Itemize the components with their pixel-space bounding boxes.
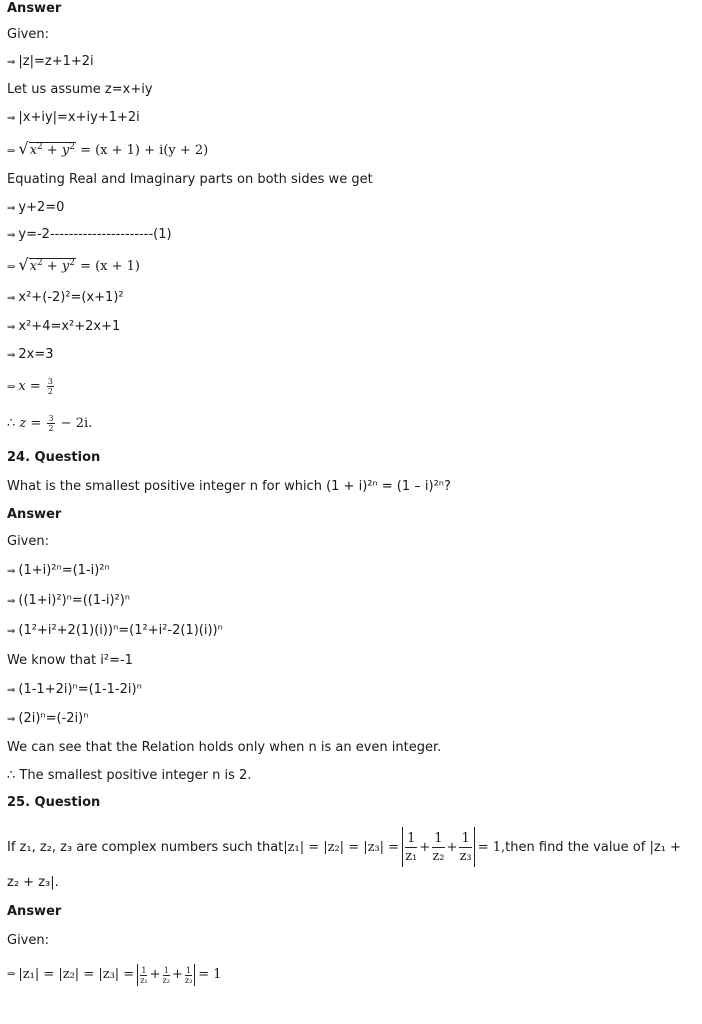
question-heading: 24. Question xyxy=(7,450,101,465)
fraction: $\frac{1}{\text{z₃}}$ xyxy=(184,965,193,985)
conclusion-line: ∴ z = $\frac{3}{2}$ − 2i. xyxy=(7,414,93,433)
abs-bar xyxy=(137,964,138,986)
fraction: $\frac{1}{\text{z₁}}$ xyxy=(140,965,148,985)
abs-bar xyxy=(194,964,195,986)
step-line: ⇒ (1+i)²ⁿ=(1-i)²ⁿ xyxy=(7,563,110,578)
implies-icon: ⇒ xyxy=(7,230,16,241)
step-line-frac: ⇒ x = $\frac{3}{2}$ xyxy=(7,377,53,396)
step-line-frac: ⇒ |z₁| = |z₂| = |z₃| = $\frac{1}{\text{z₁}}$ + $\frac{1}{\text{z₂}}$ + $\frac{1}{\text{z₃}}$ = 1 xyxy=(7,965,222,985)
implies-icon: ⇒ xyxy=(7,596,16,607)
therefore-icon: ∴ xyxy=(7,416,16,431)
implies-icon: ⇒ xyxy=(7,322,16,333)
question-text: If z₁, z₂, z₃ are complex numbers such that |z₁| = |z₂| = |z₃| = 1 z₁ + $\frac{1}{\text{z₂}}$ + $\frac{1}{\text{z₃}}$ = 1, then find the value of |z₁ + xyxy=(7,824,681,870)
step-line: ⇒ x²+4=x²+2x+1 xyxy=(7,319,121,334)
fraction: $\frac{1}{\text{z₃}}$ xyxy=(459,830,472,864)
answer-label: Answer xyxy=(7,1,62,16)
conclusion-line: ∴ The smallest positive integer n is 2. xyxy=(7,768,252,783)
step-line: ⇒ (1²+i²+2(1)(i))ⁿ=(1²+i²-2(1)(i))ⁿ xyxy=(7,623,223,638)
step-line: ⇒ |z|=z+1+2i xyxy=(7,54,94,69)
given-label: Given: xyxy=(7,933,49,948)
given-label: Given: xyxy=(7,27,49,42)
step-line: Let us assume z=x+iy xyxy=(7,82,153,97)
step-line: We know that i²=-1 xyxy=(7,653,133,668)
question-text: z₂ + z₃|. xyxy=(7,875,59,890)
step-line: ⇒ y+2=0 xyxy=(7,200,65,215)
implies-icon: ⇒ xyxy=(7,350,16,361)
abs-bar xyxy=(474,827,475,867)
step-line: ⇒ ((1+i)²)ⁿ=((1-i)²)ⁿ xyxy=(7,593,130,608)
abs-bar xyxy=(402,827,403,867)
step-line: ⇒ x²+(-2)²=(x+1)² xyxy=(7,290,124,305)
question-text: What is the smallest positive integer n for which (1 + i)²ⁿ = (1 – i)²ⁿ? xyxy=(7,479,451,494)
sqrt-expression: $√x^2 + y^2$ xyxy=(18,139,75,158)
fraction: $\frac{3}{2}$ xyxy=(47,377,53,396)
step-line: ⇒ (2i)ⁿ=(-2i)ⁿ xyxy=(7,711,89,726)
step-line-sqrt: ⇒ $√x^2 + y^2 = (x + 1)$ xyxy=(7,255,140,274)
therefore-icon: ∴ xyxy=(7,768,16,783)
fraction: $\frac{1}{\text{z₂}}$ xyxy=(432,830,445,864)
step-line: ⇒ (1-1+2i)ⁿ=(1-1-2i)ⁿ xyxy=(7,682,142,697)
implies-icon: ⇒ xyxy=(7,382,16,393)
fraction: 1 z₁ xyxy=(405,830,418,864)
answer-label: Answer xyxy=(7,507,62,522)
step-line: We can see that the Relation holds only when n is an even integer. xyxy=(7,740,442,755)
step-line: ⇒ 2x=3 xyxy=(7,347,54,362)
implies-icon: ⇒ xyxy=(7,626,16,637)
implies-icon: ⇒ xyxy=(7,566,16,577)
fraction: $\frac{1}{\text{z₂}}$ xyxy=(162,965,170,985)
implies-icon: ⇒ xyxy=(7,57,16,68)
step-line: ⇒ |x+iy|=x+iy+1+2i xyxy=(7,110,140,125)
given-label: Given: xyxy=(7,534,49,549)
implies-icon: ⇒ xyxy=(7,262,16,273)
question-heading: 25. Question xyxy=(7,795,101,810)
implies-icon: ⇒ xyxy=(7,969,16,980)
implies-icon: ⇒ xyxy=(7,113,16,124)
implies-icon: ⇒ xyxy=(7,203,16,214)
implies-icon: ⇒ xyxy=(7,714,16,725)
answer-label: Answer xyxy=(7,904,62,919)
step-line-sqrt: ⇒ $√x^2 + y^2 = (x + 1) + i(y + 2)$ xyxy=(7,139,209,158)
fraction: $\frac{3}{2}$ xyxy=(48,414,54,433)
step-line: Equating Real and Imaginary parts on both sides we get xyxy=(7,172,373,187)
step-line: ⇒ y=-2----------------------(1) xyxy=(7,227,172,242)
implies-icon: ⇒ xyxy=(7,146,16,157)
implies-icon: ⇒ xyxy=(7,685,16,696)
sqrt-expression: $√x^2 + y^2$ xyxy=(18,255,75,274)
implies-icon: ⇒ xyxy=(7,293,16,304)
